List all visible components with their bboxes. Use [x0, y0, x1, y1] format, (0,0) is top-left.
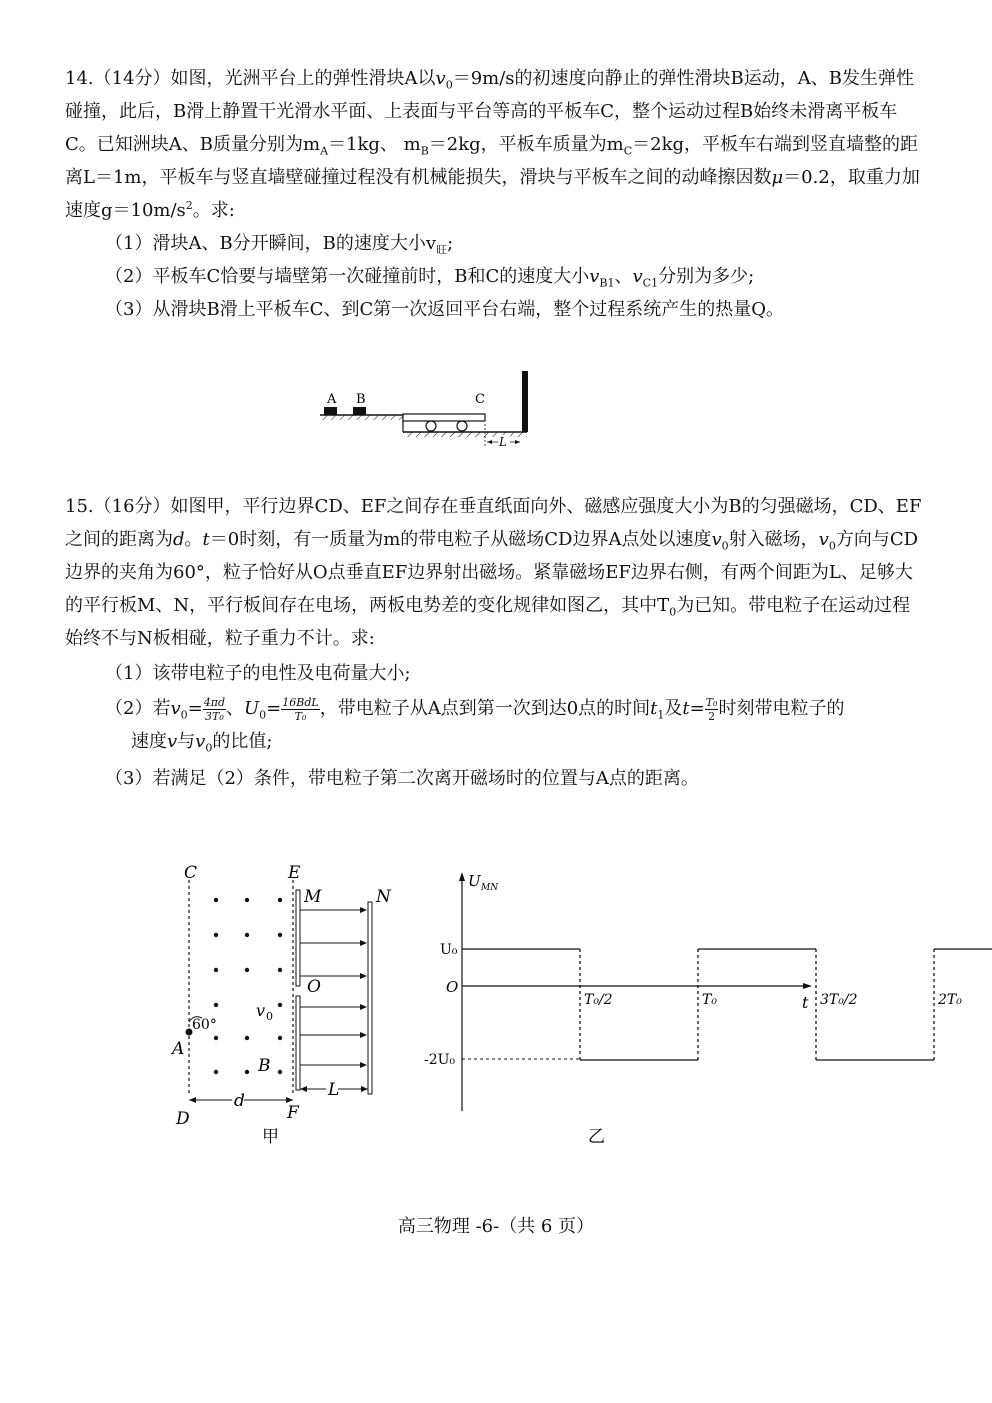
arrow-right — [515, 440, 520, 444]
caption-jia: 甲 — [262, 1127, 279, 1147]
label-A: A — [327, 392, 337, 407]
block-B — [353, 407, 366, 415]
label-F: F — [287, 1103, 299, 1123]
label-D: D — [176, 1109, 190, 1129]
q14-mu: μ — [771, 167, 784, 188]
q15-sub2-text: 速度 — [131, 731, 167, 752]
L-arrow-left — [300, 1086, 307, 1092]
q15-sub2-text: 的比值; — [212, 731, 273, 752]
q15-t: t — [682, 698, 690, 719]
q15-text: 为已知。带电粒子在运动过程始终不与N板相碰，粒子重力不计。求: — [65, 595, 911, 649]
y-axis-sub: MN — [481, 883, 499, 893]
label-C: C — [475, 392, 485, 407]
caption-yi: 乙 — [588, 1127, 605, 1147]
q14-sup: 2 — [185, 199, 193, 212]
q15-t: t — [202, 529, 210, 550]
q15-T0-sub: 0 — [669, 605, 677, 619]
q15-text: ＝0时刻，有一质量为m的带电粒子从磁场CD边界A点处以速度 — [209, 529, 712, 550]
q14-vC1: v — [632, 266, 643, 287]
label-O: O — [307, 977, 321, 997]
x-tick-label: T₀ — [702, 992, 717, 1008]
x-tick-label: 2T₀ — [938, 992, 962, 1008]
label-v0: v — [256, 1001, 266, 1020]
q15-sub1: （1）该带电粒子的电性及电荷量大小; — [105, 663, 411, 684]
q15-sub2-text: 时刻带电粒子的 — [718, 698, 845, 719]
q15-sub2-text: 及 — [664, 698, 683, 719]
cart-C — [403, 414, 485, 421]
q15-sub3: （3）若满足（2）条件，带电粒子第二次离开磁场时的位置与A点的距离。 — [105, 768, 699, 789]
y-axis-label: U — [468, 872, 481, 890]
q15-t1-sub: 1 — [657, 708, 665, 722]
q15-sep: 、 — [226, 698, 244, 719]
q15-v0-sub: 0 — [828, 539, 836, 553]
frac-num: 16BdL — [282, 695, 319, 709]
fig-jia — [170, 860, 410, 1150]
q14-figure — [315, 368, 545, 450]
x-tick-label: T₀/2 — [584, 992, 613, 1008]
q15-v0: v — [818, 529, 829, 550]
q14-text: ＝9m/s的初速度向静止的弹性滑块B运动，A、B发生弹性碰撞，此后，B滑上静置干光滑水平面、上表面与平台等高的平板车C，整个运动过程B始终未滑离平板车C。已知洲块A、B质量分别为m — [65, 68, 914, 155]
q14-text: 。求: — [192, 200, 235, 221]
field-dots — [214, 898, 282, 1074]
d-arrow-left — [189, 1097, 196, 1103]
label-C: C — [184, 863, 198, 883]
origin-label: O — [446, 978, 459, 996]
q15-stem — [65, 490, 925, 655]
q15-v0-sub: 0 — [180, 708, 188, 722]
q15-U0-sub: 0 — [259, 708, 267, 722]
q14-sub2-end: 分别为多少; — [658, 266, 755, 287]
q14-sub1-text: （1）滑块A、B分开瞬间，B的速度大小v — [105, 233, 437, 254]
q14-text: ＝2kg，平板车质量为m — [428, 134, 624, 155]
q14-sub: B — [420, 144, 429, 158]
label-angle: 60° — [192, 1017, 217, 1033]
L-arrow-right — [361, 1086, 368, 1092]
plate-M-lower — [296, 996, 300, 1090]
q14-sub1-end: ; — [447, 233, 454, 254]
q15-v0: v — [711, 529, 722, 550]
q14-vB1-sub: B1 — [599, 276, 615, 290]
plate-N — [368, 902, 372, 1094]
q15-v: v — [167, 731, 178, 752]
q15-number: 15. — [65, 496, 94, 517]
cart-wheel — [457, 421, 467, 431]
y-tick-U0: U₀ — [440, 942, 458, 958]
q15-v0: v — [170, 698, 181, 719]
frac-den: 3T₀ — [204, 709, 224, 723]
q15-v0-sub: 0 — [205, 741, 213, 755]
y-axis-arrow — [459, 872, 465, 881]
label-v0-sub: 0 — [266, 1010, 273, 1023]
q14-sub1-sub: 旺 — [436, 243, 448, 257]
q15-sub2-text: ，带电粒子从A点到第一次到达0点的时间 — [319, 698, 651, 719]
q15-t1: t — [650, 698, 658, 719]
label-L: L — [328, 1080, 340, 1100]
fig-yi-chart — [420, 866, 962, 1152]
q14-stem — [65, 62, 925, 227]
q14-sub: A — [320, 144, 329, 158]
q15-sub2-text: （2）若 — [105, 698, 171, 719]
q15-v0-sub: 0 — [721, 539, 729, 553]
frac-num: T₀ — [705, 695, 718, 709]
block-A — [324, 407, 337, 415]
label-N: N — [376, 887, 391, 907]
q14-sep: 、 — [614, 266, 633, 287]
q15-sub2-cont — [65, 725, 925, 758]
q15-text: 。 — [184, 529, 203, 550]
x-ticks — [584, 992, 962, 1008]
q15-v0: v — [195, 731, 206, 752]
q15-U0: U — [244, 698, 260, 719]
y-tick-neg2U0: -2U₀ — [424, 1052, 456, 1068]
q14-text: ＝0.2，取重力加速度g＝10m/s — [65, 167, 920, 221]
frac-den: T₀ — [294, 709, 307, 723]
q15-points: （16分） — [93, 496, 171, 517]
label-A: A — [172, 1039, 185, 1059]
wall — [522, 371, 528, 432]
cart-wheel — [426, 421, 436, 431]
q14-sub3: （3）从滑块B滑上平板车C、到C第一次返回平台右端，整个过程系统产生的热量Q。 — [105, 299, 784, 320]
q14-sub1 — [65, 227, 925, 260]
q14-v0: v — [435, 68, 446, 89]
frac-num: 4πd — [203, 695, 225, 709]
frac-T0-2 — [705, 696, 719, 723]
x-axis-arrow — [803, 983, 812, 989]
q14-sub: C — [623, 144, 633, 158]
frac-v0 — [203, 696, 226, 723]
label-d: d — [234, 1091, 245, 1111]
q14-text: ＝1kg、 m — [328, 134, 421, 155]
platform-hatch — [320, 415, 403, 420]
label-L: L — [499, 435, 507, 449]
question-14 — [65, 62, 925, 326]
label-M: M — [304, 887, 322, 907]
q15-d: d — [173, 529, 185, 550]
x-tick-label: 3T₀/2 — [820, 992, 858, 1008]
page-footer: 高三物理 -6-（共 6 页） — [397, 1216, 595, 1237]
q14-text: ＝2kg，平板车右端到竖直墙整的距离L＝1m，平板车与竖直墙壁碰撞过程没有机械能损失，滑块与平板车之间的动峰擦因数 — [65, 134, 919, 188]
q14-sub2-text: （2）平板车C恰要与墙壁第一次碰撞前时，B和C的速度大小 — [105, 266, 590, 287]
q14-vB1: v — [589, 266, 600, 287]
q14-sub2 — [65, 260, 925, 293]
plate-M-upper — [296, 890, 300, 986]
q15-sub2-text: 与 — [177, 731, 196, 752]
q14-v0-sub: 0 — [445, 78, 453, 92]
q14-number: 14. — [65, 68, 94, 89]
label-B: B — [356, 392, 366, 407]
q15-text: 如图甲，平行边界CD、EF之间存在垂直纸面向外、磁感应强度大小为B的匀强磁场，CD、EF之间的距离为 — [65, 496, 922, 550]
wave-series — [462, 949, 992, 1060]
label-B: B — [258, 1056, 271, 1076]
question-15 — [65, 490, 925, 795]
q14-points: （14分） — [93, 68, 171, 89]
label-E: E — [288, 863, 301, 883]
arrow-left — [487, 440, 492, 444]
q15-eq: = — [266, 698, 282, 719]
q15-sub2: （2）若$v_0=$ $\frac{4\pi d}{\text{3T₀}}$ 、$U_0=$ $\frac{\text{16BdL}}{\text{T₀}}$ ，带电粒子从A点到第一次到达0点的时间$t_1$及t= $\frac{\text{T₀}}{2}$ 时刻带电粒子的 — [105, 695, 845, 723]
q14-vC1-sub: C1 — [642, 276, 659, 290]
q14-text: 如图，光洲平台上的弹性滑块A以 — [170, 68, 436, 89]
frac-den: 2 — [708, 709, 716, 723]
q15-text: 射入磁场， — [728, 529, 819, 550]
q15-text: 方向与CD边界的夹角为60°，粒子恰好从O点垂直EF边界射出磁场。紧靠磁场EF边界右侧，有两个间距为L、足够大的平行板M、N，平行板间存在电场，两板电势差的变化规律如图乙，其中T — [65, 529, 919, 616]
x-axis-label: t — [802, 993, 809, 1012]
frac-U0 — [281, 696, 319, 723]
